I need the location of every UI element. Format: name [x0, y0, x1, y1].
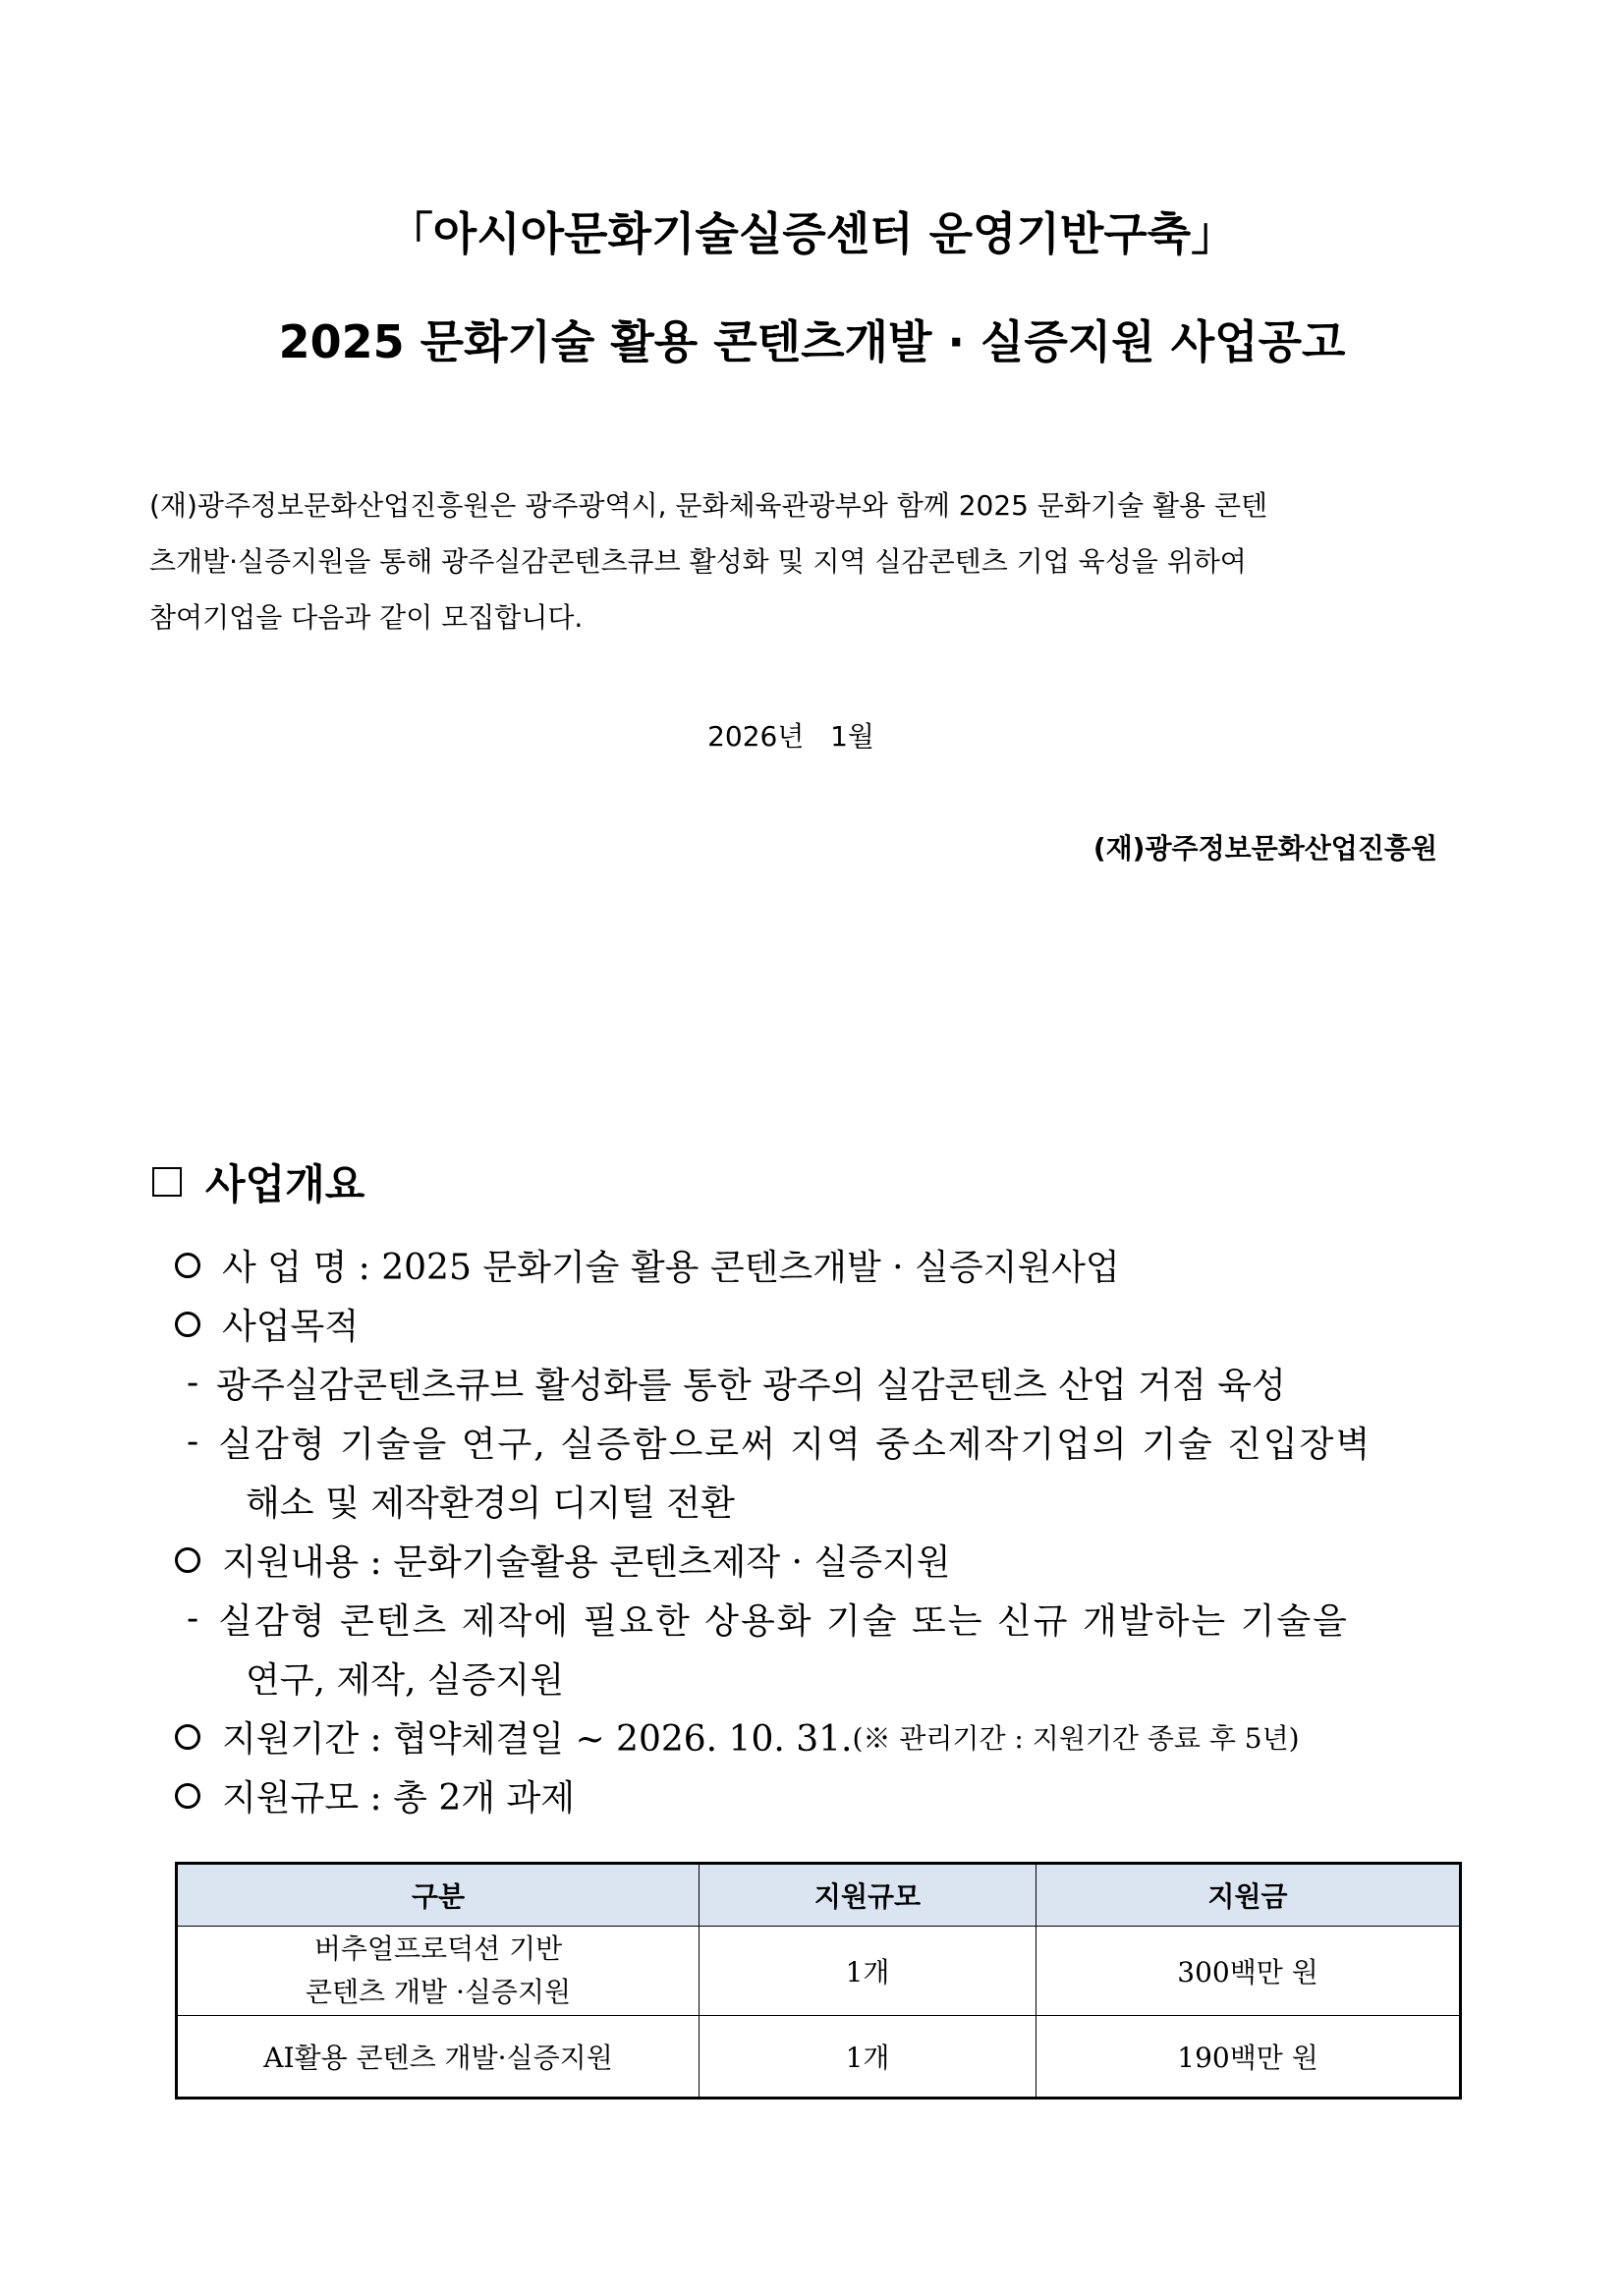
- scale-text: 지원규모 : 총 2개 과제: [222, 1778, 576, 1819]
- section-heading: [152, 1152, 364, 1211]
- dash-bullet: -: [187, 1598, 201, 1639]
- table-cell-category: [177, 1927, 700, 2016]
- circle-bullet-icon: [175, 1547, 200, 1573]
- circle-bullet-icon: [175, 1312, 200, 1337]
- circle-bullet-icon: [175, 1783, 200, 1809]
- content-item: [175, 1535, 951, 1585]
- purpose-1-text: 광주실감콘텐츠큐브 활성화를 통한 광주의 실감콘텐츠 산업 거점 육성: [216, 1366, 1286, 1406]
- purpose-sub-item-2: [187, 1417, 1372, 1467]
- project-name-text: 사 업 명 : 2025 문화기술 활용 콘텐츠개발 · 실증지원사업: [222, 1248, 1120, 1288]
- content-sub-item-1-continued: [246, 1652, 564, 1703]
- purpose-2b-text: 해소 및 제작환경의 디지털 전환: [246, 1484, 735, 1524]
- table-row: [177, 1927, 1461, 2016]
- period-text: 지원기간 : 협약체결일 ~ 2026. 10. 31.: [222, 1719, 853, 1760]
- section-heading-text: 사업개요: [205, 1160, 365, 1208]
- intro-line-2: 츠개발·실증지원을 통해 광주실감콘텐츠큐브 활성화 및 지역 실감콘텐츠 기업 육성을 위하여: [149, 545, 1247, 578]
- purpose-label: 사업목적: [222, 1307, 360, 1347]
- purpose-2a-text: 실감형 기술을 연구, 실증함으로써 지역 중소제작기업의 기술 진입장벽: [218, 1425, 1372, 1465]
- table-cell-amount: 190백만 원: [1036, 2016, 1461, 2099]
- intro-line-1: (재)광주정보문화산업진흥원은 광주광역시, 문화체육관광부와 함께 2025 문화기술 활용 콘텐: [149, 489, 1268, 522]
- table-header: 지원규모: [700, 1864, 1036, 1927]
- square-bullet-icon: [152, 1167, 182, 1197]
- purpose-item: [175, 1299, 359, 1349]
- category-line-1: 버추얼프로덕션 기반: [313, 1932, 563, 1965]
- category-line-2: 콘텐츠 개발 ·실증지원: [305, 1976, 572, 2008]
- table-cell-scale: 1개: [700, 1927, 1036, 2016]
- table-cell-scale: 1개: [700, 2016, 1036, 2099]
- title-line-2: 2025 문화기술 활용 콘텐츠개발 · 실증지원 사업공고: [278, 315, 1346, 368]
- table-cell-category: AI활용 콘텐츠 개발·실증지원: [177, 2016, 700, 2099]
- scale-item: [175, 1770, 575, 1820]
- content-1b-text: 연구, 제작, 실증지원: [246, 1660, 564, 1701]
- table-header: 지원금: [1036, 1864, 1461, 1927]
- organization-name: (재)광주정보문화산업진흥원: [1092, 832, 1437, 865]
- purpose-sub-item-2-continued: [246, 1476, 735, 1526]
- table-header-row: [177, 1864, 1461, 1927]
- purpose-sub-item-1: [187, 1358, 1286, 1408]
- period-item: [175, 1711, 1300, 1762]
- dash-bullet: -: [187, 1422, 201, 1462]
- circle-bullet-icon: [175, 1724, 200, 1750]
- intro-paragraph: [149, 477, 1436, 645]
- support-table: [175, 1862, 1462, 2100]
- project-name-item: [175, 1240, 1120, 1290]
- period-note: (※ 관리기간 : 지원기간 종료 후 5년): [852, 1721, 1300, 1755]
- circle-bullet-icon: [175, 1253, 200, 1278]
- content-1a-text: 실감형 콘텐츠 제작에 필요한 상용화 기술 또는 신규 개발하는 기술을: [218, 1601, 1349, 1642]
- intro-line-3: 참여기업을 다음과 같이 모집합니다.: [149, 601, 584, 634]
- content-sub-item-1: [187, 1594, 1349, 1644]
- table-header: 구분: [177, 1864, 700, 1927]
- content-label: 지원내용 : 문화기술활용 콘텐츠제작 · 실증지원: [222, 1542, 951, 1583]
- dash-bullet: -: [187, 1363, 199, 1403]
- announcement-date: 2026년 1월: [707, 720, 874, 753]
- table-row: [177, 2016, 1461, 2099]
- title-line-1: 「아시아문화기술실증센터 운영기반구축」: [387, 207, 1237, 260]
- table-cell-amount: 300백만 원: [1036, 1927, 1461, 2016]
